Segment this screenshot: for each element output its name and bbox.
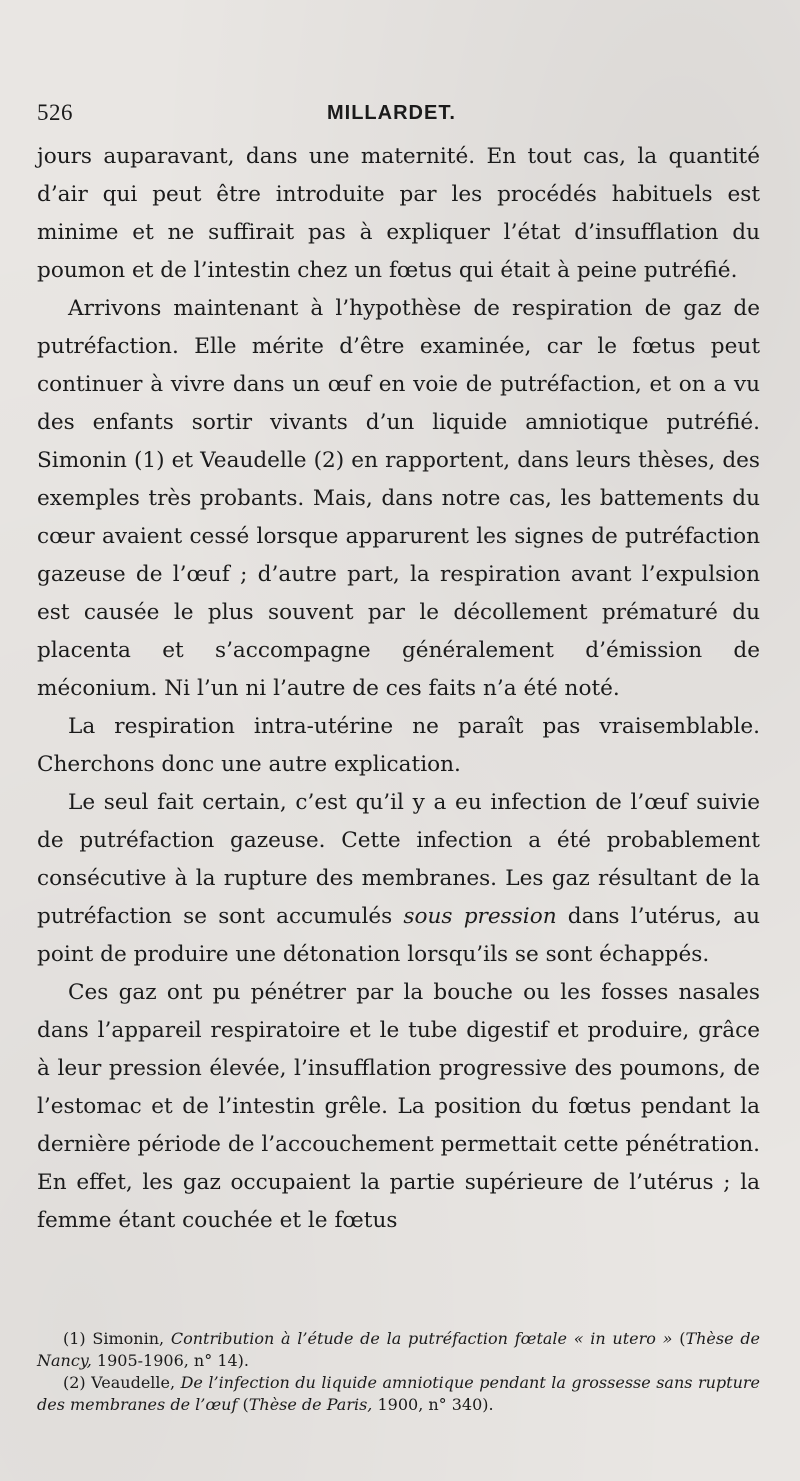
body-text	[37, 138, 760, 1240]
footnote-paren: (	[242, 1395, 249, 1414]
paragraph-infection	[37, 784, 760, 974]
footnote-author: Simonin,	[92, 1329, 165, 1348]
footnote-thesis: Thèse de Paris,	[248, 1395, 373, 1414]
footnote-marker: (2)	[63, 1373, 86, 1392]
footnote-details: 1900, n° 340).	[377, 1395, 494, 1414]
page-number: 526	[37, 100, 73, 125]
footnote-thesis: Thèse de Nancy,	[37, 1329, 761, 1370]
footnote-marker: (1)	[63, 1329, 86, 1348]
italic-phrase: sous pression	[403, 904, 557, 929]
paragraph-intrauterine-respiration: La respiration intra-utérine ne paraît pas vraisemblable. Cherchons donc une autre explication.	[37, 714, 760, 777]
paragraph-continuation: jours auparavant, dans une maternité. En tout cas, la quantité d’air qui peut être introduite par les procédés habituels est minime et ne suffirait pas à expliquer l’état d’insufflation du poumon et de l’intestin chez un fœtus qui était à peine putréfié.	[37, 144, 760, 283]
running-title: MILLARDET.	[327, 102, 456, 124]
paragraph-infection-text-1: Le seul fait certain, c’est qu’il y a eu infection de l’œuf suivie de putréfaction gazeuse. Cette infection a été probablement consécutive à la rupture des membranes. Les gaz résultant de la putréfaction se sont accumulés	[37, 790, 760, 929]
footnote-title: De l’infection du liquide amniotique pendant la grossesse sans rupture des membranes de l’œuf	[37, 1373, 761, 1414]
book-page	[37, 96, 760, 1456]
paragraph-putrefaction-hypothesis: Arrivons maintenant à l’hypothèse de respiration de gaz de putréfaction. Elle mérite d’être examinée, car le fœtus peut continuer à vivre dans un œuf en voie de putréfaction, et on a vu des enfants sortir vivants d’un liquide amniotique putréfié. Simonin (1) et Veaudelle (2) en rapportent, dans leurs thèses, des exemples très probants. Mais, dans notre cas, les battements du cœur avaient cessé lorsque apparurent les signes de putréfaction gazeuse de l’œuf ; d’autre part, la respiration avant l’expulsion est causée le plus souvent par le décollement prématuré du placenta et s’accompagne généralement d’émission de méconium. Ni l’un ni l’autre de ces faits n’a été noté.	[37, 296, 760, 701]
paragraph-infection-text-2: dans l’utérus, au point de produire une détonation lorsqu’ils se sont échappés.	[37, 904, 760, 967]
footnote-details: 1905-1906, n° 14).	[96, 1351, 249, 1370]
footnote-2	[37, 1372, 760, 1416]
running-head	[37, 96, 760, 136]
paragraph-gas-penetration: Ces gaz ont pu pénétrer par la bouche ou les fosses nasales dans l’appareil respiratoire et le tube digestif et produire, grâce à leur pression élevée, l’insufflation progressive des poumons, de l’estomac et de l’intestin grêle. La position du fœtus pendant la dernière période de l’accouchement permettait cette pénétration. En effet, les gaz occupaient la partie supérieure de l’utérus ; la femme étant couchée et le fœtus	[37, 980, 760, 1233]
footnote-title: Contribution à l’étude de la putréfaction fœtale « in utero »	[170, 1329, 673, 1348]
footnotes	[37, 1328, 760, 1416]
footnote-paren: (	[679, 1329, 686, 1348]
footnote-author: Veaudelle,	[91, 1373, 176, 1392]
footnote-1	[37, 1328, 760, 1372]
